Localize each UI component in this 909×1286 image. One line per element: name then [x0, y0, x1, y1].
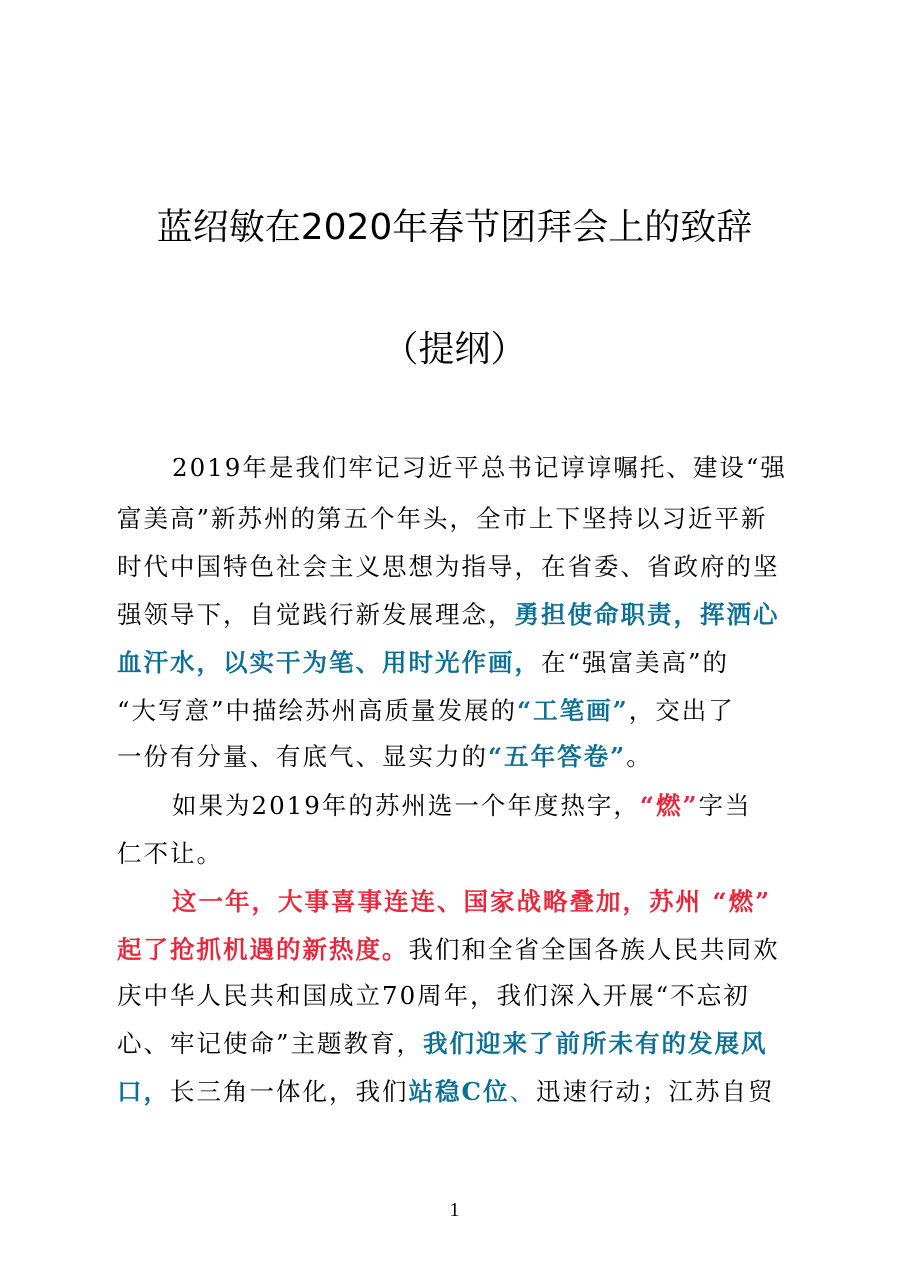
text-span: 时代中国特色社会主义思想为指导，在省委、省政府的坚: [117, 552, 780, 581]
text-span: 强领导下，自觉践行新发展理念，: [117, 600, 515, 629]
text-span: 长三角一体化，我们: [170, 1077, 409, 1106]
text-span: 字当: [698, 791, 752, 820]
text-span: “大写意”中描绘苏州高质量发展的: [117, 696, 518, 725]
text-span: 庆中华人民共和国成立70周年，我们深入开展“不忘初: [117, 981, 750, 1010]
text-line: [117, 689, 797, 733]
text-line: [117, 735, 797, 779]
highlight-text: 起了抢抓机遇的新热度。: [117, 935, 409, 964]
highlight-text: 口，: [117, 1077, 170, 1106]
text-span: 迅速行动；江苏自贸: [536, 1077, 775, 1106]
text-line: [117, 1022, 797, 1066]
highlight-text: “燃”: [639, 791, 699, 820]
text-span: 2019年是我们牢记习近平总书记谆谆嘱托、建设“强: [172, 453, 787, 482]
document-subtitle: （提纲）: [382, 329, 527, 370]
text-line: [117, 641, 797, 685]
text-line: [117, 832, 797, 876]
text-line: [172, 784, 797, 828]
text-span: 心、牢记使命”主题教育，: [117, 1029, 424, 1058]
highlight-text: 这一年，大事喜事连连、国家战略叠加，苏州 “燃”: [172, 887, 772, 916]
text-span: 仁不让。: [117, 839, 223, 868]
text-line: [172, 446, 797, 490]
page-number: 1: [449, 1199, 460, 1221]
text-span: 一份有分量、有底气、显实力的: [117, 742, 488, 771]
highlight-text: 站稳C位: [408, 1077, 510, 1106]
text-span: ，交出了: [628, 696, 735, 725]
text-line: [117, 974, 797, 1018]
text-span: 、: [509, 1077, 536, 1106]
text-span: 。: [626, 742, 653, 771]
text-span: 我们和全省全国各族人民共同欢: [408, 935, 780, 964]
highlight-text: 我们迎来了前所未有的发展风: [423, 1029, 768, 1058]
text-span: 在“强富美高”的: [541, 648, 730, 677]
text-span: 富美高”新苏州的第五个年头，全市上下坚持以习近平新: [117, 504, 768, 533]
highlight-text: “五年答卷”: [488, 742, 627, 771]
text-line: [117, 928, 797, 972]
text-line: [117, 1070, 797, 1114]
text-line: [117, 545, 797, 589]
highlight-text: 勇担使命职责，挥洒心: [514, 600, 780, 629]
text-line: [117, 497, 797, 541]
text-line: [172, 880, 797, 924]
highlight-text: “工笔画”: [517, 696, 629, 725]
text-span: 如果为2019年的苏州选一个年度热字，: [172, 791, 640, 820]
document-title: 蓝绍敏在2020年春节团拜会上的致辞: [156, 207, 753, 248]
text-line: [117, 593, 797, 637]
highlight-text: 血汗水，以实干为笔、用时光作画，: [117, 648, 541, 677]
